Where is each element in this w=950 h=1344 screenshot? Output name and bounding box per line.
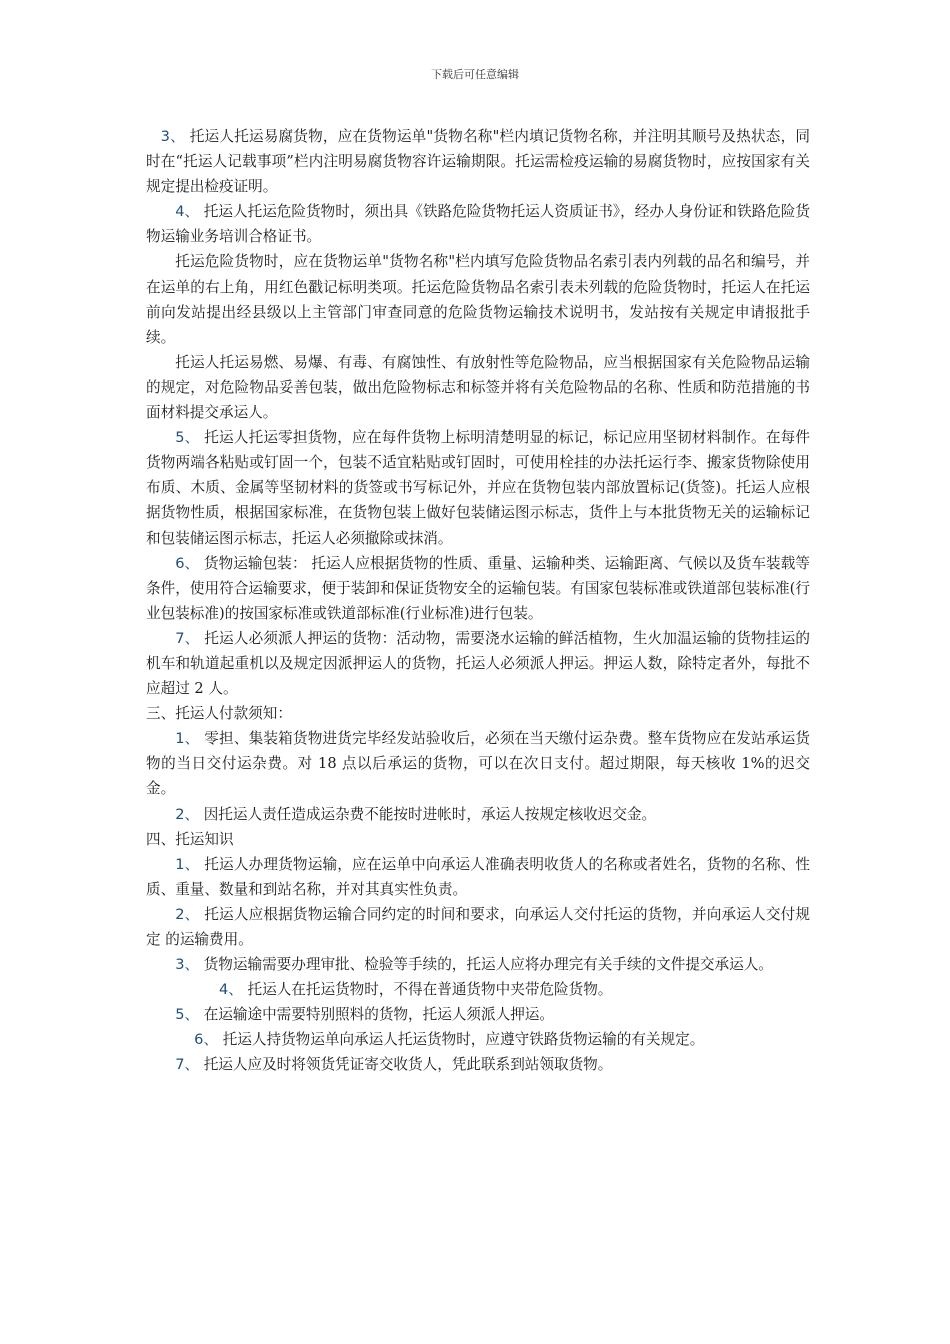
paragraph-text: 在运输途中需要特别照料的货物，托运人须派人押运。 — [199, 1006, 554, 1024]
paragraph-text: 零担、集装箱货物进货完毕经发站验收后，必须在当天缴付运杂费。整车货物应在发站承运货物的当日交付运杂费。对 18 点以后承运的货物，可以在次日支付。超过期限，每天核收 1%的迟交金。 — [146, 730, 810, 798]
paragraph-item-3 — [146, 124, 810, 199]
paragraph-text: 因托运人责任造成运杂费不能按时进帐时，承运人按规定核收迟交金。 — [199, 805, 657, 823]
paragraph-item-4 — [146, 199, 810, 249]
paragraph-text: 货物运输需要办理审批、检验等手续的，托运人应将办理完有关手续的文件提交承运人。 — [199, 956, 773, 974]
item-number: 1、 — [175, 730, 200, 748]
item-number: 6、 — [175, 554, 200, 572]
item-number: 2、 — [175, 805, 200, 823]
paragraph-dangerous-goods — [146, 249, 810, 349]
paragraph-text: 货物运输包装： 托运人应根据货物的性质、重量、运输种类、运输距离、气候以及货车装载等条件，使用符合运输要求，便于装卸和保证货物安全的运输包装。有国家包装标准或铁道部包装标准(行业包装标准)的按国家标准或铁道部标准(行业标准)进行包装。 — [146, 554, 810, 622]
paragraph-item-7 — [146, 626, 810, 701]
knowledge-item-7 — [146, 1052, 810, 1077]
section-heading-knowledge: 四、托运知识 — [146, 830, 234, 848]
paragraph-text: 托运危险货物时，应在货物运单"货物名称"栏内填写危险货物品名索引表内列载的品名和编号，并在运单的右上角，用红色戳记标明类项。托运危险货物品名索引表未列载的危险货物时，托运人在托运前向发站提出经县级以上主管部门审查同意的危险货物运输技术说明书，发站按有关规定申请报批手续。 — [146, 253, 810, 346]
paragraph-text: 托运人应根据货物运输合同约定的时间和要求，向承运人交付托运的货物，并向承运人交付规定 的运输费用。 — [146, 905, 810, 948]
item-number: 5、 — [175, 429, 200, 447]
item-number: 6、 — [194, 1031, 219, 1049]
paragraph-text: 托运人托运易燃、易爆、有毒、有腐蚀性、有放射性等危险物品，应当根据国家有关危险物品运输的规定，对危险物品妥善包装，做出危险物标志和标签并将有关危险物品的名称、性质和防范措施的书面材料提交承运人。 — [146, 353, 810, 422]
document-body — [146, 124, 810, 1078]
paragraph-text: 托运人应及时将领货凭证寄交收货人，凭此联系到站领取货物。 — [199, 1056, 613, 1074]
item-number: 1、 — [175, 855, 200, 873]
paragraph-hazardous-packaging — [146, 350, 810, 425]
paragraph-text: 托运人托运危险货物时，须出具《铁路危险货物托运人资质证书》，经办人身份证和铁路危险货物运输业务培训合格证书。 — [146, 203, 811, 246]
paragraph-text: 托运人持货物运单向承运人托运货物时，应遵守铁路货物运输的有关规定。 — [218, 1031, 705, 1049]
item-number: 3、 — [175, 956, 200, 974]
knowledge-item-4 — [146, 977, 810, 1002]
page-header: 下载后可任意编辑 — [431, 68, 519, 81]
paragraph-item-6 — [146, 551, 810, 626]
payment-item-2 — [146, 802, 810, 827]
paragraph-text: 托运人托运零担货物，应在每件货物上标明清楚明显的标记，标记应用坚韧材料制作。在每件货物两端各粘贴或钉固一个，包装不适宜粘贴或钉固时，可使用栓挂的办法托运行李、搬家货物除使用布质、木质、金属等坚韧材料的货签或书写标记外，并应在货物包装内部放置标记(货签)。托运人应根据货物性质，根据国家标准，在货物包装上做好包装储运图示标志，货件上与本批货物无关的运输标记和包装储运图示标志，托运人必须撤除或抹消。 — [146, 429, 810, 547]
paragraph-text: 托运人必须派人押运的货物：活动物，需要浇水运输的鲜活植物，生火加温运输的货物挂运的机车和轨道起重机以及规定因派押运人的货物，托运人必须派人押运。押运人数，除特定者外，每批不应超过 2 人。 — [146, 629, 810, 698]
paragraph-item-5 — [146, 425, 810, 550]
knowledge-item-5 — [146, 1002, 810, 1027]
item-number: 2、 — [175, 905, 200, 923]
item-number: 7、 — [175, 1056, 200, 1074]
payment-item-1 — [146, 726, 810, 801]
item-number: 3、 — [160, 128, 185, 145]
item-number: 7、 — [175, 629, 200, 647]
section-heading-payment: 三、托运人付款须知： — [146, 705, 292, 723]
paragraph-text: 托运人办理货物运输，应在运单中向承运人准确表明收货人的名称或者姓名，货物的名称、性质、重量、数量和到站名称，并对其真实性负责。 — [146, 855, 810, 898]
knowledge-item-3 — [146, 952, 810, 977]
paragraph-text: 托运人托运易腐货物，应在货物运单"货物名称"栏内填记货物名称，并注明其顺号及热状态，同时在“托运人记载事项”栏内注明易腐货物容许运输期限。托运需检疫运输的易腐货物时，应按国家有关规定提出检疫证明。 — [146, 128, 810, 196]
item-number: 5、 — [175, 1006, 200, 1024]
item-number: 4、 — [175, 203, 200, 221]
item-number: 4、 — [219, 981, 243, 999]
knowledge-item-6 — [146, 1027, 810, 1052]
knowledge-item-1 — [146, 852, 810, 902]
knowledge-item-2 — [146, 902, 810, 952]
paragraph-text: 托运人在托运货物时，不得在普通货物中夹带危险货物。 — [242, 981, 613, 999]
